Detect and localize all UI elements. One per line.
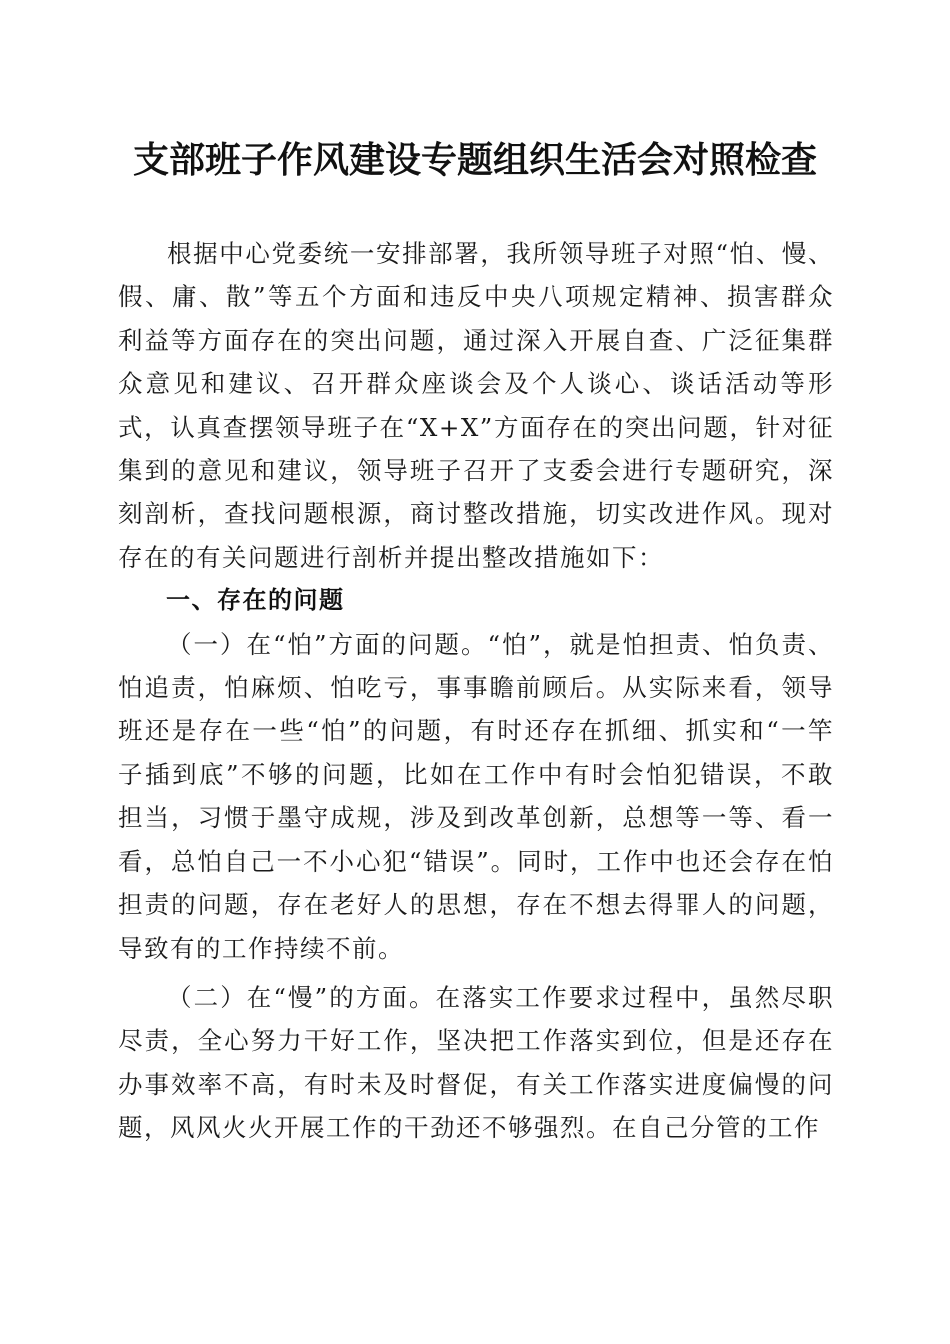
document-title: 支部班子作风建设专题组织生活会对照检查 [132,139,817,181]
document-body [118,232,834,1150]
paragraph-fear: （一）在“怕”方面的问题。“怕”，就是怕担责、怕负责、怕追责，怕麻烦、怕吃亏，事事瞻前顾后。从实际来看，领导班还是存在一些“怕”的问题，有时还存在抓细、抓实和“一竿子插到底”不够的问题，比如在工作中有时会怕犯错误，不敢担当，习惯于墨守成规，涉及到改革创新，总想等一等、看一看，总怕自己一不小心犯“错误”。同时，工作中也还会存在怕担责的问题，存在老好人的思想，存在不想去得罪人的问题，导致有的工作持续不前。 [118,629,834,963]
section-heading-problems: 一、存在的问题 [166,586,345,615]
intro-paragraph: 根据中心党委统一安排部署，我所领导班子对照“怕、慢、假、庸、散”等五个方面和违反中央八项规定精神、损害群众利益等方面存在的突出问题，通过深入开展自查、广泛征集群众意见和建议、召开群众座谈会及个人谈心、谈话活动等形式，认真查摆领导班子在“X+X”方面存在的突出问题，针对征集到的意见和建议，领导班子召开了支委会进行专题研究，深刻剖析，查找问题根源，商讨整改措施，切实改进作风。现对存在的有关问题进行剖析并提出整改措施如下： [118,239,834,572]
paragraph-slow: （二）在“慢”的方面。在落实工作要求过程中，虽然尽职尽责，全心努力干好工作，坚决把工作落实到位，但是还存在办事效率不高，有时未及时督促，有关工作落实进度偏慢的问题，风风火火开展工作的干劲还不够强烈。在自己分管的工作 [118,982,834,1143]
